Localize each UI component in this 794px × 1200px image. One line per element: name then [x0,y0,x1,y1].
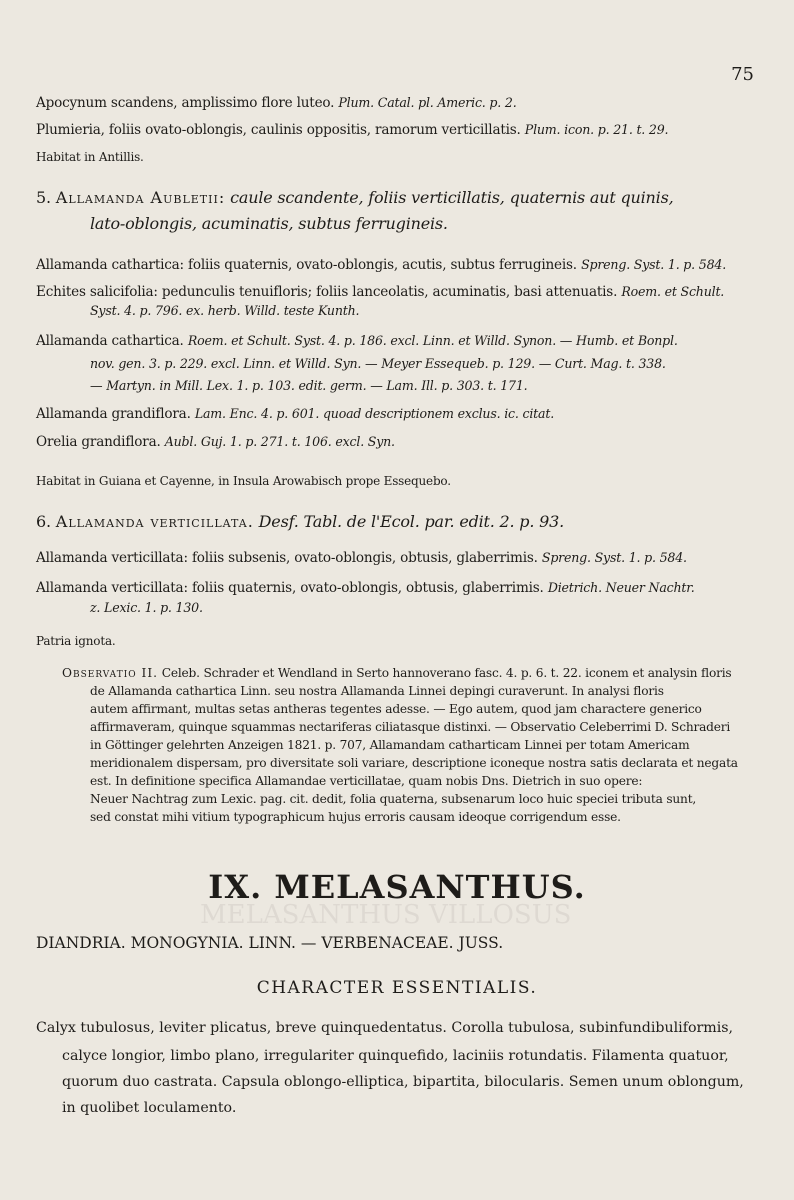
citation-cont: Syst. 4. p. 796. ex. herb. Willd. teste Kunth. [90,303,360,318]
habitat-line: Habitat in Guiana et Cayenne, in Insula Arowabisch prope Essequebo. [36,474,451,488]
synonym-line [36,122,668,138]
species-heading [36,512,564,531]
character-text: quorum duo castrata. Capsula oblongo-elliptica, bipartita, bilocularis. Semen unum oblongum, [62,1074,744,1090]
synonym-text: Allamanda cathartica. [36,333,184,349]
citation: Spreng. Syst. 1. p. 584. [581,257,727,272]
observation-line: autem affirmant, multas setas antheras tegentes adesse. — Ego autem, quod jam charactere generico [90,702,702,716]
species-diagnosis-cont: lato-oblongis, acuminatis, subtus ferrugineis. [90,214,448,233]
synonym-text: Orelia grandiflora. [36,434,161,450]
synonym-text: Allamanda grandiflora. [36,406,191,422]
species-reference: Desf. Tabl. de l'Ecol. par. edit. 2. p. 93. [258,512,564,531]
synonym-text: Plumieria, foliis ovato-oblongis, caulinis oppositis, ramorum verticillatis. [36,122,521,138]
citation-cont: nov. gen. 3. p. 229. excl. Linn. et Willd. Syn. — Meyer Essequeb. p. 129. — Curt. Mag. t. 338. [90,356,666,371]
synonym-line [36,333,678,349]
species-number: 5. [36,188,51,207]
species-diagnosis: caule scandente, foliis verticillatis, quaternis aut quinis, [230,188,674,207]
synonym-text: Apocynum scandens, amplissimo flore luteo. [36,95,335,111]
citation: Plum. Catal. pl. Americ. p. 2. [338,95,517,110]
character-text: calyce longior, limbo plano, irregulariter quinquefido, laciniis rotundatis. Filamenta quatuor, [62,1048,729,1064]
synonym-line [36,550,687,566]
species-name: Allamanda verticillata. [55,512,254,531]
synonym-text: Allamanda verticillata: foliis subsenis, ovato-oblongis, obtusis, glaberrimis. [36,550,538,566]
synonym-line [36,284,724,300]
observation-line: Neuer Nachtrag zum Lexic. pag. cit. dedit, folia quaterna, subsenarum loco huic speciei tributa sunt, [90,792,697,806]
synonym-line [36,95,517,111]
synonym-text: Allamanda cathartica: foliis quaternis, ovato-oblongis, acutis, subtus ferrugineis. [36,257,577,273]
species-heading [36,188,673,207]
citation: Plum. icon. p. 21. t. 29. [524,122,669,137]
citation: Lam. Enc. 4. p. 601. quoad descriptionem exclus. ic. citat. [194,406,555,421]
citation: Roem. et Schult. [621,284,725,299]
synonym-line [36,580,695,596]
citation: Spreng. Syst. 1. p. 584. [541,550,687,565]
observation-label: Observatio II. [62,666,159,680]
species-number: 6. [36,512,51,531]
habitat-line: Habitat in Antillis. [36,150,144,164]
citation-cont: — Martyn. in Mill. Lex. 1. p. 103. edit. germ. — Lam. Ill. p. 303. t. 171. [90,378,528,393]
species-name: Allamanda Aubletii: [55,188,226,207]
citation-cont: z. Lexic. 1. p. 130. [90,600,203,615]
citation: Aubl. Guj. 1. p. 271. t. 106. excl. Syn. [164,434,395,449]
character-text: in quolibet loculamento. [62,1100,237,1116]
observation-line: affirmaveram, quinque squammas nectariferas ciliatasque distinxi. — Observatio Celeberrimi D. Schraderi [90,720,731,734]
observation-line: est. In definitione specifica Allamandae verticillatae, quam nobis Dns. Dietrich in suo opere: [90,774,643,788]
observation-text: Celeb. Schrader et Wendland in Serto hannoverano fasc. 4. p. 6. t. 22. iconem et analysin floris [161,666,732,680]
observation-line [62,666,731,680]
observation-line: meridionalem dispersam, pro diversitate soli variare, descriptione iconeque nostra satis declarata et negata [90,756,738,770]
synonym-line [36,257,726,273]
bleed-through: MELASANTHUS VILLOSUS [200,900,572,930]
genus-title: IX. MELASANTHUS. [208,868,586,906]
character-heading: CHARACTER ESSENTIALIS. [256,978,538,998]
citation: Dietrich. Neuer Nachtr. [547,580,695,595]
observation-line: sed constat mihi vitium typographicum hujus erroris causam ideoque corrigendum esse. [90,810,621,824]
observation-line: de Allamanda cathartica Linn. seu nostra Allamanda Linnei depingi curaverunt. In analysi floris [90,684,664,698]
patria-line: Patria ignota. [36,634,116,648]
character-text: Calyx tubulosus, leviter plicatus, breve quinquedentatus. Corolla tubulosa, subinfundibuliformis, [36,1020,734,1036]
page-number: 75 [731,64,754,85]
classification-line: DIANDRIA. MONOGYNIA. LINN. — VERBENACEAE. JUSS. [36,934,504,952]
synonym-line [36,406,554,422]
synonym-text: Echites salicifolia: pedunculis tenuifloris; foliis lanceolatis, acuminatis, basi attenuatis. [36,284,618,300]
citation: Roem. et Schult. Syst. 4. p. 186. excl. Linn. et Willd. Synon. — Humb. et Bonpl. [187,333,678,348]
synonym-text: Allamanda verticillata: foliis quaternis, ovato-oblongis, obtusis, glaberrimis. [36,580,544,596]
observation-line: in Göttinger gelehrten Anzeigen 1821. p. 707, Allamandam catharticam Linnei per totam Americam [90,738,690,752]
synonym-line [36,434,395,450]
